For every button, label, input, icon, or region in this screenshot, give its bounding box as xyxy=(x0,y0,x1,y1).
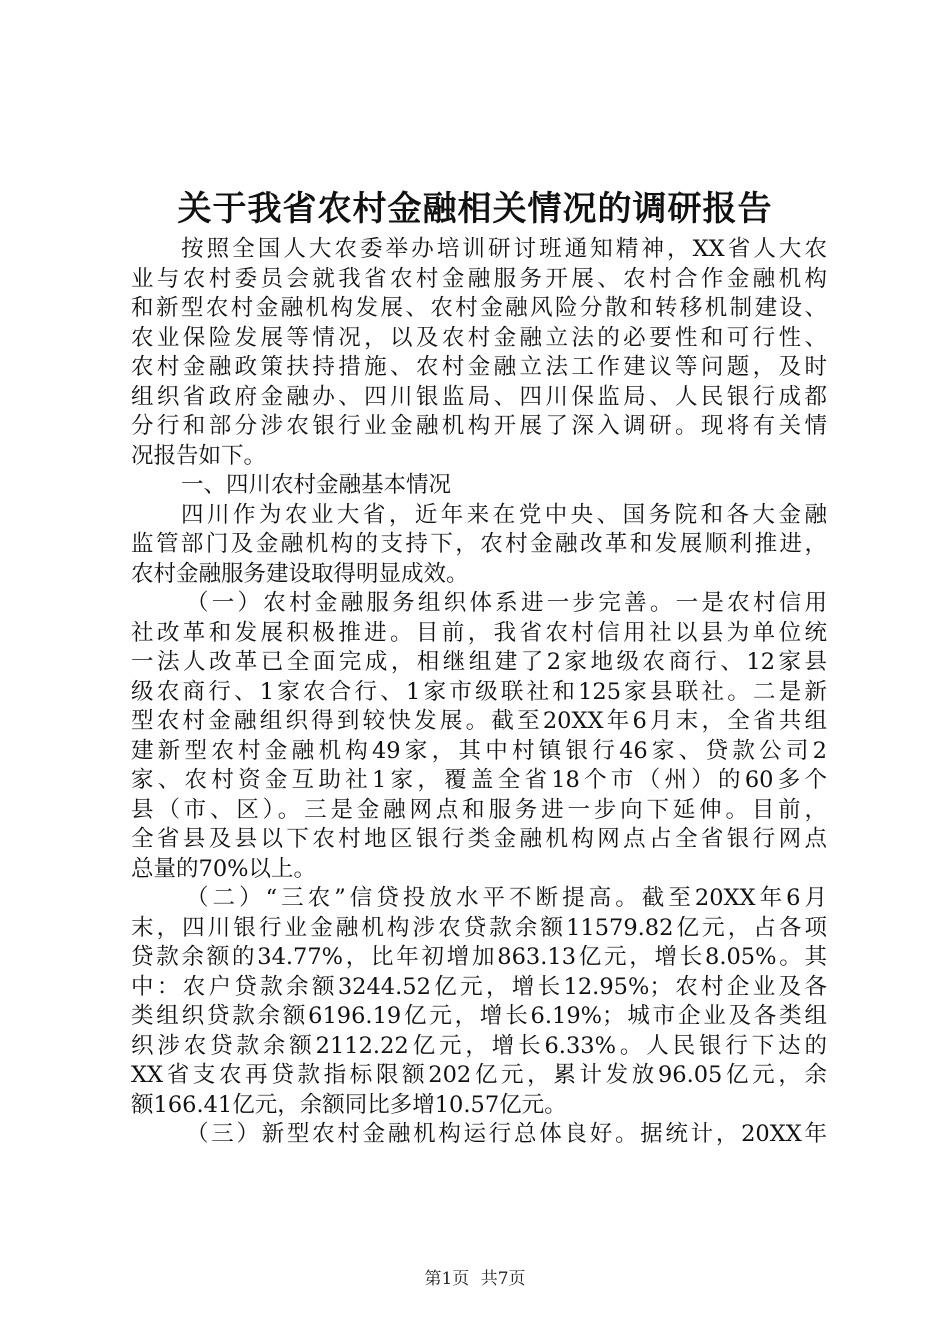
subsection-line: （三）新型农村金融机构运行总体良好。据统计，20XX年 xyxy=(186,1121,827,1147)
body-line: 况报告如下。 xyxy=(131,442,267,469)
page-number: 第1页 xyxy=(424,1269,470,1289)
body-line: 型农村金融组织得到较快发展。截至20XX年6月末，全省共组 xyxy=(131,708,827,734)
body-line: 业与农村委员会就我省农村金融服务开展、农村合作金融机构 xyxy=(131,265,827,292)
body-line: 县（市、区）。三是金融网点和服务进一步向下延伸。目前， xyxy=(131,796,827,823)
body-line: 织涉农贷款余额2112.22亿元，增长6.33%。人民银行下达的 xyxy=(131,1032,827,1059)
body-line: 总量的70%以上。 xyxy=(131,855,317,882)
body-line: 中：农户贷款余额3244.52亿元，增长12.95%；农村企业及各 xyxy=(131,973,827,1000)
page-footer xyxy=(0,1268,950,1290)
body-line: 贷款余额的34.77%，比年初增加863.13亿元，增长8.05%。其 xyxy=(131,944,827,970)
body-line: 额166.41亿元，余额同比多增10.57亿元。 xyxy=(131,1091,567,1118)
body-line: 社改革和发展积极推进。目前，我省农村信用社以县为单位统 xyxy=(131,619,827,646)
document-title: 关于我省农村金融相关情况的调研报告 xyxy=(177,189,773,229)
body-line: 分行和部分涉农银行业金融机构开展了深入调研。现将有关情 xyxy=(131,413,827,439)
body-line: 组织省政府金融办、四川银监局、四川保监局、人民银行成都 xyxy=(131,383,827,410)
body-line: 四川作为农业大省，近年来在党中央、国务院和各大金融 xyxy=(181,501,827,528)
body-line: 按照全国人大农委举办培训研讨班通知精神，XX省人大农 xyxy=(181,236,827,262)
body-line: 农村金融服务建设取得明显成效。 xyxy=(131,560,469,587)
body-line: 农村金融政策扶持措施、农村金融立法工作建议等问题，及时 xyxy=(131,354,827,380)
body-line: 家、农村资金互助社1家，覆盖全省18个市（州）的60多个 xyxy=(131,767,827,793)
body-line: XX省支农再贷款指标限额202亿元，累计发放96.05亿元，余 xyxy=(131,1062,827,1088)
body-line: 和新型农村金融机构发展、农村金融风险分散和转移机制建设、 xyxy=(131,295,827,321)
body-line: 末，四川银行业金融机构涉农贷款余额11579.82亿元，占各项 xyxy=(131,914,827,941)
subsection-line: （一）农村金融服务组织体系进一步完善。一是农村信用 xyxy=(186,590,827,616)
body-line: 农业保险发展等情况，以及农村金融立法的必要性和可行性、 xyxy=(131,324,827,351)
body-line: 全省县及县以下农村地区银行类金融机构网点占全省银行网点 xyxy=(131,826,827,852)
document-body xyxy=(131,235,827,1150)
body-line: 类组织贷款余额6196.19亿元，增长6.19%；城市企业及各类组 xyxy=(131,1003,827,1029)
section-heading: 一、四川农村金融基本情况 xyxy=(181,472,452,498)
body-line: 监管部门及金融机构的支持下，农村金融改革和发展顺利推进， xyxy=(131,531,827,557)
body-line: 一法人改革已全面完成，相继组建了2家地级农商行、12家县 xyxy=(131,649,827,675)
page-total: 共7页 xyxy=(480,1269,526,1289)
subsection-line: （二）“三农”信贷投放水平不断提高。截至20XX年6月 xyxy=(186,885,827,911)
body-line: 级农商行、1家农合行、1家市级联社和125家县联社。二是新 xyxy=(131,678,827,705)
body-line: 建新型农村金融机构49家，其中村镇银行46家、贷款公司2 xyxy=(131,737,827,764)
